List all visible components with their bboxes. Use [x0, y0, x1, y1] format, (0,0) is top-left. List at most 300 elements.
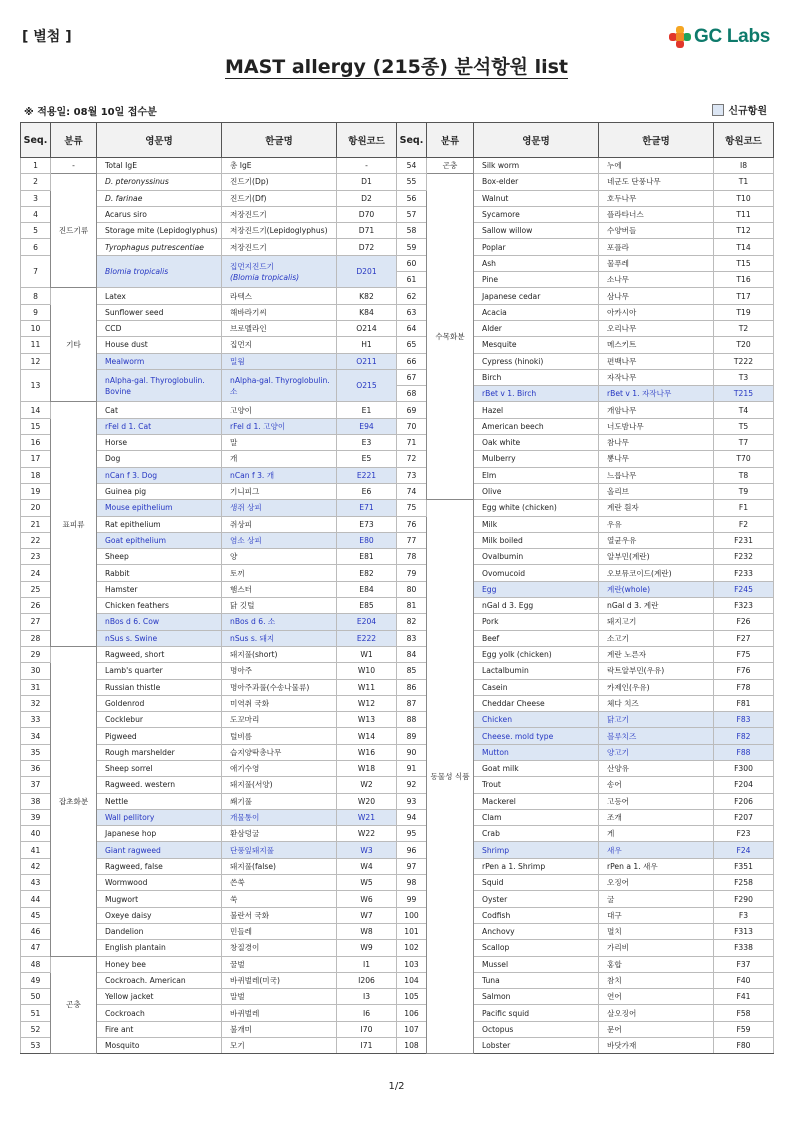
table-row: [21, 826, 774, 842]
seq-cell: 104: [397, 972, 427, 988]
table-row: [21, 500, 774, 516]
korean-name-cell: 불란서 국화: [222, 907, 337, 923]
code-cell: F3: [714, 907, 774, 923]
seq-cell: 86: [397, 679, 427, 695]
seq-cell: 42: [21, 858, 51, 874]
code-cell: W20: [337, 793, 397, 809]
english-name-cell: Giant ragweed: [97, 842, 222, 858]
korean-name-cell: 참치: [599, 972, 714, 988]
header-korean-name: 한글명: [222, 123, 337, 158]
code-cell: W21: [337, 809, 397, 825]
code-cell: T4: [714, 402, 774, 418]
korean-name-cell: rFel d 1. 고양이: [222, 418, 337, 434]
category-cell: 기타: [51, 288, 97, 402]
logo-text: GC Labs: [694, 26, 771, 47]
table-row: [21, 923, 774, 939]
seq-cell: 59: [397, 239, 427, 255]
table-row: [21, 972, 774, 988]
table-row: [21, 158, 774, 174]
code-cell: F351: [714, 858, 774, 874]
english-name-cell: Casein: [474, 679, 599, 695]
code-cell: F338: [714, 940, 774, 956]
korean-name-cell: 꿀벌: [222, 956, 337, 972]
english-name-cell: Rabbit: [97, 565, 222, 581]
seq-cell: 31: [21, 679, 51, 695]
korean-name-cell: 홍합: [599, 956, 714, 972]
korean-name-cell: 오리나무: [599, 320, 714, 336]
code-cell: T19: [714, 304, 774, 320]
english-name-cell: Scallop: [474, 940, 599, 956]
english-name-cell: Goldenrod: [97, 695, 222, 711]
seq-cell: 57: [397, 206, 427, 222]
code-cell: F207: [714, 809, 774, 825]
english-name-cell: nSus s. Swine: [97, 630, 222, 646]
korean-name-cell: 돼지풀(서양): [222, 777, 337, 793]
table-row: [21, 891, 774, 907]
english-name-cell: Cockroach. American: [97, 972, 222, 988]
korean-name-cell: 저장진드기: [222, 239, 337, 255]
korean-name-cell: 양고기: [599, 744, 714, 760]
korean-name-cell: 블루치즈: [599, 728, 714, 744]
english-name-italic: D. farinae: [105, 193, 143, 203]
seq-cell: 25: [21, 581, 51, 597]
english-name-italic: Blomia tropicalis: [105, 267, 169, 277]
category-cell: 곤충: [427, 158, 474, 174]
korean-name-cell: 미역취 국화: [222, 695, 337, 711]
seq-cell: 50: [21, 989, 51, 1005]
korean-name-line2: (Blomia tropicalis): [230, 272, 300, 282]
table-row: [21, 532, 774, 548]
table-row: [21, 369, 774, 385]
seq-cell: 68: [397, 386, 427, 402]
english-name-cell: Pine: [474, 272, 599, 288]
seq-cell: 66: [397, 353, 427, 369]
korean-name-cell: 닭 깃털: [222, 598, 337, 614]
code-cell: F24: [714, 842, 774, 858]
english-name-cell: Squid: [474, 875, 599, 891]
seq-cell: 2: [21, 174, 51, 190]
korean-name-cell: 고양이: [222, 402, 337, 418]
code-cell: F59: [714, 1021, 774, 1037]
english-name-cell: Sheep sorrel: [97, 760, 222, 776]
korean-name-cell: 네군도 단풍나무: [599, 174, 714, 190]
seq-cell: 9: [21, 304, 51, 320]
category-cell: 곤충: [51, 956, 97, 1054]
table-row: [21, 418, 774, 434]
english-name-cell: Sallow willow: [474, 223, 599, 239]
english-name-cell: Clam: [474, 809, 599, 825]
english-name-cell: Alder: [474, 320, 599, 336]
english-name-cell: Mosquito: [97, 1038, 222, 1054]
english-name-cell: Oyster: [474, 891, 599, 907]
seq-cell: 91: [397, 760, 427, 776]
table-row: [21, 1021, 774, 1037]
english-name-cell: Mugwort: [97, 891, 222, 907]
korean-name-cell: 명아주: [222, 663, 337, 679]
english-name-cell: Egg: [474, 581, 599, 597]
english-name-cell: Honey bee: [97, 956, 222, 972]
english-name-italic: Tyrophagus putrescentiae: [105, 242, 204, 252]
seq-cell: 76: [397, 516, 427, 532]
seq-cell: 52: [21, 1021, 51, 1037]
korean-name-cell: 누에: [599, 158, 714, 174]
korean-name-cell: 저장진드기: [222, 206, 337, 222]
seq-cell: 16: [21, 435, 51, 451]
seq-cell: 24: [21, 565, 51, 581]
english-name-cell: Beef: [474, 630, 599, 646]
table-row: [21, 744, 774, 760]
code-cell: F27: [714, 630, 774, 646]
english-name-cell: Ragweed, false: [97, 858, 222, 874]
code-cell: T9: [714, 483, 774, 499]
english-name-cell: Hamster: [97, 581, 222, 597]
korean-name-cell: 생쥐 상피: [222, 500, 337, 516]
seq-cell: 108: [397, 1038, 427, 1054]
code-cell: W12: [337, 695, 397, 711]
table-row: [21, 760, 774, 776]
korean-name-cell: 고등어: [599, 793, 714, 809]
seq-cell: 53: [21, 1038, 51, 1054]
korean-name-cell: 해바라기씨: [222, 304, 337, 320]
seq-cell: 43: [21, 875, 51, 891]
code-cell: T12: [714, 223, 774, 239]
english-name-cell: Sycamore: [474, 206, 599, 222]
code-cell: T3: [714, 369, 774, 385]
korean-name-cell: 환삼덩굴: [222, 826, 337, 842]
english-name-cell: Mealworm: [97, 353, 222, 369]
seq-cell: 4: [21, 206, 51, 222]
korean-name-cell: 계란 노른자: [599, 646, 714, 662]
seq-cell: 20: [21, 500, 51, 516]
korean-name-cell: 진드기(Df): [222, 190, 337, 206]
code-cell: F82: [714, 728, 774, 744]
english-name-cell: Cheese. mold type: [474, 728, 599, 744]
korean-name-cell: 민들레: [222, 923, 337, 939]
korean-name-cell: 바퀴벌레: [222, 1005, 337, 1021]
table-row: [21, 728, 774, 744]
seq-cell: 87: [397, 695, 427, 711]
english-name-cell: Olive: [474, 483, 599, 499]
legend-swatch: [712, 104, 724, 116]
header-seq: Seq.: [397, 123, 427, 158]
code-cell: T222: [714, 353, 774, 369]
table-row: [21, 1005, 774, 1021]
table-row: [21, 646, 774, 662]
korean-name-cell: 애기수영: [222, 760, 337, 776]
seq-cell: 14: [21, 402, 51, 418]
seq-cell: 40: [21, 826, 51, 842]
seq-cell: 29: [21, 646, 51, 662]
english-name-cell: Cypress (hinoki): [474, 353, 599, 369]
code-cell: T20: [714, 337, 774, 353]
korean-name-cell: 가리비: [599, 940, 714, 956]
code-cell: E6: [337, 483, 397, 499]
seq-cell: 38: [21, 793, 51, 809]
korean-name-cell: 도꼬마리: [222, 712, 337, 728]
korean-name-cell: nAlpha-gal. Thyroglobulin. 소: [222, 369, 337, 402]
table-row: [21, 907, 774, 923]
seq-cell: 69: [397, 402, 427, 418]
code-cell: E94: [337, 418, 397, 434]
korean-name-cell: 진드기(Dp): [222, 174, 337, 190]
english-name-cell: English plantain: [97, 940, 222, 956]
code-cell: W13: [337, 712, 397, 728]
table-row: [21, 581, 774, 597]
header-code: 항원코드: [337, 123, 397, 158]
english-name-cell: nBos d 6. Cow: [97, 614, 222, 630]
code-cell: O214: [337, 320, 397, 336]
english-name-cell: Ovomucoid: [474, 565, 599, 581]
korean-name-cell: 호두나무: [599, 190, 714, 206]
seq-cell: 73: [397, 467, 427, 483]
korean-name-cell: 저장진드기(Lepidoglyphus): [222, 223, 337, 239]
category-cell: 동물성 식품: [427, 500, 474, 1054]
korean-name-cell: rBet v 1. 자작나무: [599, 386, 714, 402]
code-cell: W3: [337, 842, 397, 858]
code-cell: W22: [337, 826, 397, 842]
code-cell: W4: [337, 858, 397, 874]
english-name-cell: Milk: [474, 516, 599, 532]
english-name-cell: [97, 239, 222, 255]
code-cell: D70: [337, 206, 397, 222]
code-cell: F232: [714, 549, 774, 565]
korean-name-cell: 명아주과풀(수송나물류): [222, 679, 337, 695]
seq-cell: 39: [21, 809, 51, 825]
seq-cell: 98: [397, 875, 427, 891]
table-row: [21, 190, 774, 206]
seq-cell: 107: [397, 1021, 427, 1037]
table-row: [21, 304, 774, 320]
korean-name-cell: 총 IgE: [222, 158, 337, 174]
seq-cell: 60: [397, 255, 427, 271]
english-name-cell: Poplar: [474, 239, 599, 255]
seq-cell: 88: [397, 712, 427, 728]
code-cell: T15: [714, 255, 774, 271]
seq-cell: 32: [21, 695, 51, 711]
english-name-cell: Fire ant: [97, 1021, 222, 1037]
seq-cell: 100: [397, 907, 427, 923]
seq-cell: 47: [21, 940, 51, 956]
korean-name-cell: 개암나무: [599, 402, 714, 418]
table-row: [21, 630, 774, 646]
korean-name-cell: 소나무: [599, 272, 714, 288]
english-name-cell: Yellow jacket: [97, 989, 222, 1005]
seq-cell: 78: [397, 549, 427, 565]
seq-cell: 33: [21, 712, 51, 728]
seq-cell: 89: [397, 728, 427, 744]
table-row: [21, 337, 774, 353]
english-name-cell: Tuna: [474, 972, 599, 988]
table-row: [21, 777, 774, 793]
seq-cell: 103: [397, 956, 427, 972]
header-english-name: 영문명: [97, 123, 222, 158]
code-cell: W11: [337, 679, 397, 695]
korean-name-cell: 햄스터: [222, 581, 337, 597]
code-cell: E5: [337, 451, 397, 467]
code-cell: T5: [714, 418, 774, 434]
korean-name-cell: 포플라: [599, 239, 714, 255]
table-row: [21, 288, 774, 304]
korean-name-cell: 참나무: [599, 435, 714, 451]
code-cell: T1: [714, 174, 774, 190]
code-cell: W18: [337, 760, 397, 776]
seq-cell: 37: [21, 777, 51, 793]
code-cell: F313: [714, 923, 774, 939]
code-cell: -: [337, 158, 397, 174]
code-cell: T17: [714, 288, 774, 304]
seq-cell: 19: [21, 483, 51, 499]
english-name-cell: Anchovy: [474, 923, 599, 939]
english-name-cell: Mussel: [474, 956, 599, 972]
korean-name-cell: 단풍잎돼지풀: [222, 842, 337, 858]
code-cell: F233: [714, 565, 774, 581]
code-cell: W2: [337, 777, 397, 793]
korean-name-cell: 락트알부민(우유): [599, 663, 714, 679]
code-cell: K82: [337, 288, 397, 304]
seq-cell: 106: [397, 1005, 427, 1021]
gc-labs-logo: [669, 26, 770, 48]
korean-name-cell: 돼지풀(short): [222, 646, 337, 662]
korean-name-cell: 쐐기풀: [222, 793, 337, 809]
korean-name-cell: 밀웜: [222, 353, 337, 369]
english-name-cell: [97, 255, 222, 288]
english-name-cell: Latex: [97, 288, 222, 304]
korean-name-cell: 너도밤나무: [599, 418, 714, 434]
seq-cell: 71: [397, 435, 427, 451]
korean-name-cell: 불개미: [222, 1021, 337, 1037]
seq-cell: 77: [397, 532, 427, 548]
table-row: [21, 989, 774, 1005]
code-cell: F1: [714, 500, 774, 516]
seq-cell: 27: [21, 614, 51, 630]
english-name-cell: Crab: [474, 826, 599, 842]
seq-cell: 44: [21, 891, 51, 907]
table-row: [21, 206, 774, 222]
english-name-cell: Birch: [474, 369, 599, 385]
seq-cell: 65: [397, 337, 427, 353]
korean-name-cell: [222, 255, 337, 288]
code-cell: E84: [337, 581, 397, 597]
code-cell: T11: [714, 206, 774, 222]
code-cell: F204: [714, 777, 774, 793]
seq-cell: 64: [397, 320, 427, 336]
code-cell: W14: [337, 728, 397, 744]
korean-name-cell: nSus s. 돼지: [222, 630, 337, 646]
english-name-cell: Milk boiled: [474, 532, 599, 548]
seq-cell: 79: [397, 565, 427, 581]
korean-name-cell: 조개: [599, 809, 714, 825]
english-name-cell: Codfish: [474, 907, 599, 923]
korean-name-line1: 집먼지진드기: [230, 261, 275, 271]
code-cell: H1: [337, 337, 397, 353]
seq-cell: 75: [397, 500, 427, 516]
category-cell: 표피류: [51, 402, 97, 646]
seq-cell: 96: [397, 842, 427, 858]
seq-cell: 62: [397, 288, 427, 304]
code-cell: T2: [714, 320, 774, 336]
code-cell: T7: [714, 435, 774, 451]
table-row: [21, 956, 774, 972]
table-row: [21, 255, 774, 271]
english-name-cell: Mulberry: [474, 451, 599, 467]
english-name-cell: Dog: [97, 451, 222, 467]
korean-name-cell: 창질경이: [222, 940, 337, 956]
english-name-cell: American beech: [474, 418, 599, 434]
page-title: MAST allergy (215종) 분석항원 list: [224, 56, 569, 78]
korean-name-cell: 굴: [599, 891, 714, 907]
seq-cell: 61: [397, 272, 427, 288]
code-cell: T215: [714, 386, 774, 402]
table-row: [21, 516, 774, 532]
english-name-cell: Egg white (chicken): [474, 500, 599, 516]
effective-date: ※ 적용일: 08월 10일 접수분: [24, 107, 157, 118]
code-cell: I6: [337, 1005, 397, 1021]
korean-name-cell: 아카시아: [599, 304, 714, 320]
table-row: [21, 858, 774, 874]
english-name-cell: Cocklebur: [97, 712, 222, 728]
korean-name-cell: 개: [222, 451, 337, 467]
table-row: [21, 842, 774, 858]
header-code: 항원코드: [714, 123, 774, 158]
code-cell: E221: [337, 467, 397, 483]
seq-cell: 48: [21, 956, 51, 972]
korean-name-cell: 뽕나무: [599, 451, 714, 467]
code-cell: F206: [714, 793, 774, 809]
seq-cell: 94: [397, 809, 427, 825]
seq-cell: 93: [397, 793, 427, 809]
seq-cell: 49: [21, 972, 51, 988]
seq-cell: 102: [397, 940, 427, 956]
code-cell: O215: [337, 369, 397, 402]
seq-cell: 28: [21, 630, 51, 646]
english-name-cell: Ash: [474, 255, 599, 271]
korean-name-cell: 말벌: [222, 989, 337, 1005]
english-name-cell: Sheep: [97, 549, 222, 565]
seq-cell: 83: [397, 630, 427, 646]
seq-cell: 74: [397, 483, 427, 499]
code-cell: D72: [337, 239, 397, 255]
english-name-cell: Horse: [97, 435, 222, 451]
korean-name-cell: 양: [222, 549, 337, 565]
seq-cell: 7: [21, 255, 51, 288]
seq-cell: 45: [21, 907, 51, 923]
table-row: [21, 663, 774, 679]
code-cell: F290: [714, 891, 774, 907]
table-row: [21, 402, 774, 418]
english-name-cell: nGal d 3. Egg: [474, 598, 599, 614]
table-row: [21, 565, 774, 581]
seq-cell: 13: [21, 369, 51, 402]
seq-cell: 55: [397, 174, 427, 190]
english-name-cell: Chicken: [474, 712, 599, 728]
code-cell: E81: [337, 549, 397, 565]
code-cell: F76: [714, 663, 774, 679]
korean-name-cell: 게: [599, 826, 714, 842]
korean-name-cell: 말: [222, 435, 337, 451]
seq-cell: 17: [21, 451, 51, 467]
seq-cell: 70: [397, 418, 427, 434]
code-cell: F23: [714, 826, 774, 842]
english-name-cell: Silk worm: [474, 158, 599, 174]
code-cell: T8: [714, 467, 774, 483]
korean-name-cell: 소고기: [599, 630, 714, 646]
korean-name-cell: 오보뮤코이드(계란): [599, 565, 714, 581]
korean-name-cell: 오징어: [599, 875, 714, 891]
english-name-cell: Dandelion: [97, 923, 222, 939]
korean-name-cell: 모기: [222, 1038, 337, 1054]
korean-name-cell: 염소 상피: [222, 532, 337, 548]
korean-name-cell: 산양유: [599, 760, 714, 776]
